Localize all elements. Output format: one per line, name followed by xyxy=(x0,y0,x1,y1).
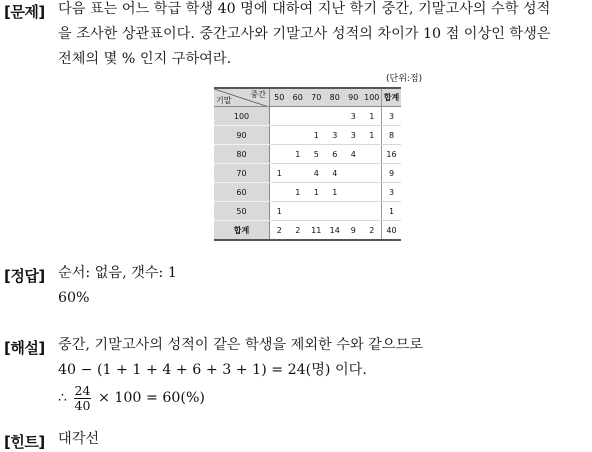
explanation-line-3 xyxy=(58,383,423,413)
hint-text: 대각선 xyxy=(58,431,100,447)
table-cell xyxy=(307,202,326,221)
row-total-cell: 3 xyxy=(382,107,402,126)
table-row xyxy=(214,164,401,183)
table-cell: 11 xyxy=(307,221,326,241)
correlation-table-grid xyxy=(214,87,401,241)
table-cell: 3 xyxy=(344,126,363,145)
row-total-cell: 3 xyxy=(382,183,402,202)
row-header: 60 xyxy=(214,183,270,202)
table-cell xyxy=(363,202,382,221)
explanation-result: × 100 = 60(%) xyxy=(97,390,205,406)
table-cell: 3 xyxy=(326,126,345,145)
answer-line-1: 순서: 없음, 갯수: 1 xyxy=(58,265,177,281)
row-header: 100 xyxy=(214,107,270,126)
column-header: 60 xyxy=(289,88,308,107)
table-cell xyxy=(344,164,363,183)
problem-line-3: 전체의 몇 % 인지 구하여라. xyxy=(58,51,232,67)
fraction-denominator: 40 xyxy=(74,397,91,413)
table-cell: 4 xyxy=(326,164,345,183)
table-row xyxy=(214,145,401,164)
table-cell xyxy=(363,145,382,164)
total-column-header: 합계 xyxy=(382,88,402,107)
table-row xyxy=(214,107,401,126)
explanation-line-2: 40 − (1 + 1 + 4 + 6 + 3 + 1) = 24(명) 이다. xyxy=(58,362,367,378)
correlation-table xyxy=(214,87,401,241)
table-cell: 2 xyxy=(289,221,308,241)
table-cell: 5 xyxy=(307,145,326,164)
table-cell: 1 xyxy=(289,183,308,202)
fraction xyxy=(74,384,92,413)
table-cell xyxy=(326,202,345,221)
table-cell xyxy=(289,107,308,126)
table-cell: 1 xyxy=(270,164,289,183)
column-header: 50 xyxy=(270,88,289,107)
table-cell xyxy=(289,202,308,221)
hint-tag: [힌트] xyxy=(4,433,45,451)
table-cell: 14 xyxy=(326,221,345,241)
table-cell xyxy=(270,183,289,202)
table-row xyxy=(214,183,401,202)
table-cell: 1 xyxy=(289,145,308,164)
table-cell: 3 xyxy=(344,107,363,126)
fraction-numerator: 24 xyxy=(74,382,91,398)
table-cell xyxy=(363,164,382,183)
column-header: 80 xyxy=(326,88,345,107)
table-cell: 2 xyxy=(270,221,289,241)
table-cell xyxy=(307,107,326,126)
table-cell xyxy=(344,202,363,221)
table-cell: 6 xyxy=(326,145,345,164)
table-row xyxy=(214,202,401,221)
table-cell xyxy=(289,126,308,145)
table-cell xyxy=(289,164,308,183)
table-cell xyxy=(344,183,363,202)
column-header: 90 xyxy=(344,88,363,107)
corner-top-label: 중간 xyxy=(250,90,266,99)
problem-line-1: 다음 표는 어느 학급 학생 40 명에 대하여 지난 학기 중간, 기말고사의 수학 성적 xyxy=(58,1,551,17)
table-cell: 4 xyxy=(307,164,326,183)
table-cell xyxy=(326,107,345,126)
row-total-cell: 1 xyxy=(382,202,402,221)
problem-text xyxy=(58,0,551,72)
table-header-row xyxy=(214,88,401,107)
row-total-cell: 40 xyxy=(382,221,402,241)
row-header: 70 xyxy=(214,164,270,183)
table-cell: 9 xyxy=(344,221,363,241)
row-total-cell: 16 xyxy=(382,145,402,164)
row-header: 90 xyxy=(214,126,270,145)
problem-line-2: 을 조사한 상관표이다. 중간고사와 기말고사 성적의 차이가 10 점 이상인 학생은 xyxy=(58,26,551,42)
sum-row-label: 합계 xyxy=(214,221,270,241)
table-cell: 1 xyxy=(363,107,382,126)
row-total-cell: 8 xyxy=(382,126,402,145)
table-cell: 1 xyxy=(307,126,326,145)
table-cell: 1 xyxy=(363,126,382,145)
unit-label: (단위:점) xyxy=(386,74,423,84)
table-cell xyxy=(270,126,289,145)
therefore-symbol: ∴ xyxy=(58,390,68,406)
table-cell: 1 xyxy=(307,183,326,202)
table-row xyxy=(214,126,401,145)
table-cell xyxy=(270,145,289,164)
table-corner-cell xyxy=(214,88,270,107)
row-header: 50 xyxy=(214,202,270,221)
table-cell: 4 xyxy=(344,145,363,164)
table-cell: 1 xyxy=(326,183,345,202)
explanation-tag: [해설] xyxy=(4,339,45,357)
problem-tag: [문제] xyxy=(4,3,45,21)
corner-bottom-label: 기말 xyxy=(216,96,232,105)
table-sum-row xyxy=(214,221,401,241)
explanation-text xyxy=(58,333,423,413)
answer-text xyxy=(58,261,177,311)
answer-line-2: 60% xyxy=(58,290,90,306)
column-header: 100 xyxy=(363,88,382,107)
table-cell: 1 xyxy=(270,202,289,221)
answer-tag: [정답] xyxy=(4,267,45,285)
explanation-line-1: 중간, 기말고사의 성적이 같은 학생을 제외한 수와 같으므로 xyxy=(58,337,424,353)
row-header: 80 xyxy=(214,145,270,164)
table-cell xyxy=(270,107,289,126)
row-total-cell: 9 xyxy=(382,164,402,183)
table-cell xyxy=(363,183,382,202)
column-header: 70 xyxy=(307,88,326,107)
table-cell: 2 xyxy=(363,221,382,241)
